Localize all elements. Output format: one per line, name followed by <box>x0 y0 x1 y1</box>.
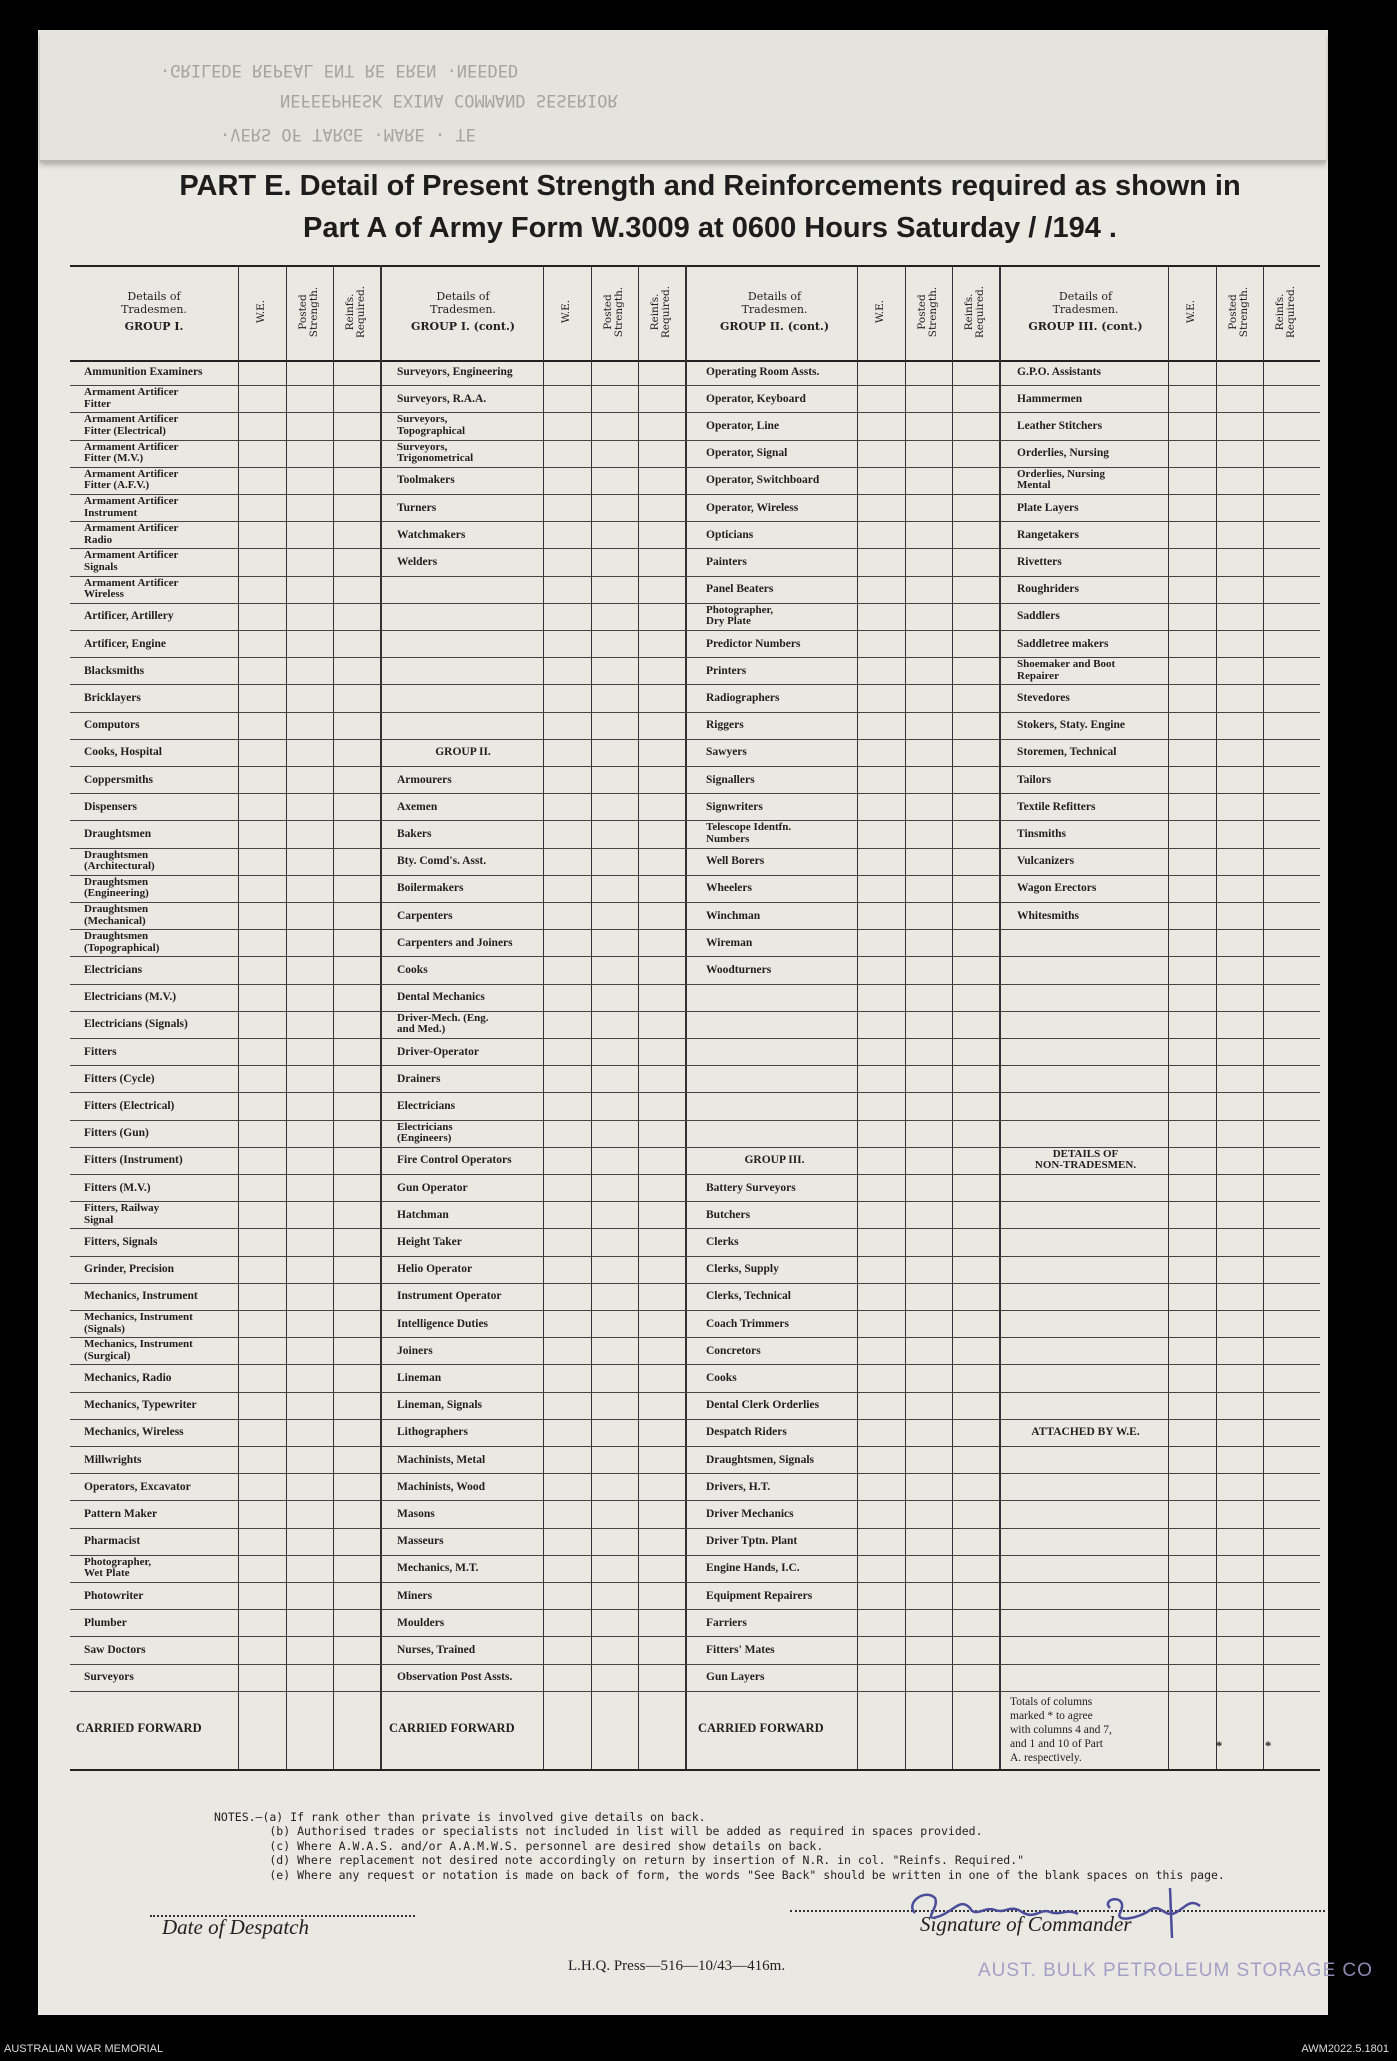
trade-entry: Fitters (Gun) <box>84 1127 149 1140</box>
trade-entry: Gun Operator <box>397 1181 468 1194</box>
trade-entry: Artificer, Artillery <box>84 610 174 623</box>
table-row <box>70 820 1320 848</box>
trade-entry: Ammunition Examiners <box>84 365 203 378</box>
table-row <box>70 521 1320 549</box>
trade-entry: Mechanics, M.T. <box>397 1562 479 1575</box>
trade-entry: Predictor Numbers <box>706 637 801 650</box>
trade-entry: Fitters, Signals <box>84 1235 158 1248</box>
trade-entry: Farriers <box>706 1616 747 1629</box>
trade-entry: Stokers, Staty. Engine <box>1017 719 1125 732</box>
trade-entry: Fitters (Cycle) <box>84 1072 155 1085</box>
trade-entry: Turners <box>397 501 437 514</box>
trade-entry: Tailors <box>1017 773 1052 786</box>
table-row <box>70 1446 1320 1474</box>
commander-signature <box>900 1868 1280 1958</box>
header-reinfs: Reinfs. Required. <box>963 285 987 338</box>
trade-entry: Riggers <box>706 719 744 732</box>
trade-entry: Electricians <box>397 1099 456 1112</box>
table-row <box>70 1664 1320 1692</box>
header-we: W.E. <box>1185 299 1198 324</box>
trade-entry: Saddletree makers <box>1017 637 1109 650</box>
trade-entry: Mechanics, Typewriter <box>84 1399 197 1412</box>
trade-entry: Sawyers <box>706 746 747 759</box>
table-row <box>70 1473 1320 1501</box>
table-row <box>70 984 1320 1012</box>
carried-forward-label: CARRIED FORWARD <box>389 1720 515 1735</box>
header-reinfs: Reinfs. Required. <box>1274 285 1298 338</box>
trade-entry: Panel Beaters <box>706 583 774 596</box>
trade-entry: Clerks, Technical <box>706 1290 791 1303</box>
table-row <box>70 548 1320 576</box>
ghost-text-1: ·GRILEDE REPEAL ENT RE EREN ·NEEDED <box>160 60 519 80</box>
trade-entry: Woodturners <box>706 963 772 976</box>
table-row <box>70 1174 1320 1202</box>
trade-entry: Engine Hands, I.C. <box>706 1562 800 1575</box>
carried-forward-row <box>70 1691 1320 1771</box>
trade-entry: Drivers, H.T. <box>706 1480 771 1493</box>
trade-entry: Driver Mechanics <box>706 1507 794 1520</box>
table-row <box>70 1092 1320 1120</box>
trade-entry: Watchmakers <box>397 528 466 541</box>
header-posted: Posted Strength. <box>916 286 940 337</box>
table-row <box>70 576 1320 604</box>
trade-entry: Toolmakers <box>397 474 455 487</box>
trade-entry: Rangetakers <box>1017 528 1079 541</box>
table-row <box>70 657 1320 685</box>
table-row <box>70 902 1320 930</box>
table-row <box>70 1283 1320 1311</box>
carried-forward-label: CARRIED FORWARD <box>698 1720 824 1735</box>
trade-entry: Hammermen <box>1017 392 1083 405</box>
header-posted: Posted Strength. <box>297 286 321 337</box>
trade-entry: Millwrights <box>84 1453 142 1466</box>
trade-entry: Lithographers <box>397 1426 468 1439</box>
header-posted: Posted Strength. <box>1227 286 1251 337</box>
title-line-2: Part A of Army Form W.3009 at 0600 Hours Saturday / /194 . <box>303 212 1117 244</box>
form-title <box>150 165 1270 249</box>
trade-entry: Electricians (Engineers) <box>397 1120 453 1145</box>
trade-entry: Photowriter <box>84 1589 144 1602</box>
trade-entry: Artificer, Engine <box>84 637 166 650</box>
table-row <box>70 1120 1320 1148</box>
trade-entry: Operator, Keyboard <box>706 392 806 405</box>
trade-entry: Leather Stitchers <box>1017 419 1103 432</box>
trade-entry: GROUP III. <box>744 1154 805 1167</box>
trade-entry: Photographer, Wet Plate <box>84 1555 152 1580</box>
date-of-despatch-label: Date of Despatch <box>162 1915 309 1939</box>
tradesmen-table <box>70 265 1320 1771</box>
trade-entry: Draughtsmen (Architectural) <box>84 848 155 873</box>
group-header-g3c: Details of Tradesmen. GROUP III. (cont.) <box>1028 290 1143 333</box>
table-row <box>70 1555 1320 1583</box>
unit-stamp: AUST. BULK PETROLEUM STORAGE CO <box>978 1960 1373 1981</box>
trade-entry: Masons <box>397 1507 435 1520</box>
trade-entry: Driver-Operator <box>397 1045 479 1058</box>
trade-entry: Machinists, Wood <box>397 1480 485 1493</box>
trade-entry: Fire Control Operators <box>397 1154 512 1167</box>
trade-entry: Cooks <box>706 1371 737 1384</box>
trade-entry: Armament Artificer Signals <box>84 549 179 573</box>
trade-entry: Bty. Comd's. Asst. <box>397 855 487 868</box>
trade-entry: Fitters (M.V.) <box>84 1181 151 1194</box>
trade-entry: Whitesmiths <box>1017 909 1079 922</box>
trade-entry: Miners <box>397 1589 433 1602</box>
table-row <box>70 412 1320 440</box>
trade-entry: Draughtsmen, Signals <box>706 1453 814 1466</box>
table-row <box>70 494 1320 522</box>
table-row <box>70 1147 1320 1175</box>
trade-entry: Carpenters and Joiners <box>397 936 513 949</box>
trade-entry: Signwriters <box>706 800 763 813</box>
trade-entry: Storemen, Technical <box>1017 746 1117 759</box>
trade-entry: Dispensers <box>84 800 138 813</box>
footer-accession: AWM2022.5.1801 <box>1301 2043 1389 2055</box>
totals-note: Totals of columns marked * to agree with columns 4 and 7, and 1 and 10 of Part A. respectively. <box>1010 1695 1112 1764</box>
table-row <box>70 440 1320 468</box>
trade-entry: Blacksmiths <box>84 664 145 677</box>
trade-entry: Pattern Maker <box>84 1507 158 1520</box>
trade-entry: Carpenters <box>397 909 453 922</box>
trade-entry: Armament Artificer Fitter (A.F.V.) <box>84 467 179 492</box>
table-row <box>70 1201 1320 1229</box>
trade-entry: Surveyors, Trigonometrical <box>397 440 474 465</box>
table-row <box>70 1528 1320 1556</box>
trade-entry: Photographer, Dry Plate <box>706 603 774 628</box>
table-row <box>70 385 1320 413</box>
group-header-g1c: Details of Tradesmen. GROUP I. (cont.) <box>411 290 515 333</box>
trade-entry: Concretors <box>706 1344 761 1357</box>
header-we: W.E. <box>255 299 268 324</box>
table-row <box>70 929 1320 957</box>
table-row <box>70 739 1320 767</box>
trade-entry: Gun Layers <box>706 1671 765 1684</box>
table-row <box>70 1364 1320 1392</box>
trade-entry: Bricklayers <box>84 691 141 704</box>
trade-entry: Well Borers <box>706 855 765 868</box>
trade-entry: Painters <box>706 555 747 568</box>
trade-entry: Masseurs <box>397 1535 444 1548</box>
footer-source: AUSTRALIAN WAR MEMORIAL <box>4 2043 164 2055</box>
table-row <box>70 848 1320 876</box>
header-we: W.E. <box>560 299 573 324</box>
trade-entry: Signallers <box>706 773 755 786</box>
trade-entry: Wireman <box>706 936 753 949</box>
table-row <box>70 1011 1320 1039</box>
table-row <box>70 358 1320 386</box>
trade-entry: Operator, Signal <box>706 447 788 460</box>
trade-entry: Orderlies, Nursing Mental <box>1017 467 1105 492</box>
trade-entry: Nurses, Trained <box>397 1643 476 1656</box>
trade-entry: Saw Doctors <box>84 1643 146 1656</box>
trade-entry: Mechanics, Instrument <box>84 1290 198 1303</box>
trade-entry: Height Taker <box>397 1235 462 1248</box>
table-row <box>70 1256 1320 1284</box>
trade-entry: Rivetters <box>1017 555 1062 568</box>
trade-entry: Bakers <box>397 827 432 840</box>
table-row <box>70 766 1320 794</box>
trade-entry: Welders <box>397 555 438 568</box>
trade-entry: Surveyors, Engineering <box>397 365 513 378</box>
trade-entry: Clerks <box>706 1235 739 1248</box>
table-row <box>70 1419 1320 1447</box>
signature-of-commander-label: Signature of Commander <box>920 1912 1132 1936</box>
trade-entry: Axemen <box>397 800 438 813</box>
trade-entry: Electricians <box>84 963 143 976</box>
trade-entry: Stevedores <box>1017 691 1070 704</box>
carried-forward-label: CARRIED FORWARD <box>76 1720 202 1735</box>
trade-entry: Mechanics, Wireless <box>84 1426 184 1439</box>
trade-entry: Computors <box>84 719 140 732</box>
trade-entry: Surveyors, R.A.A. <box>397 392 487 405</box>
trade-entry: Coach Trimmers <box>706 1317 789 1330</box>
trade-entry: Draughtsmen <box>84 827 152 840</box>
trade-entry: Armourers <box>397 773 452 786</box>
group-header-g1: Details of Tradesmen. GROUP I. <box>121 290 187 333</box>
trade-entry: ATTACHED BY W.E. <box>1031 1426 1140 1439</box>
trade-entry: Shoemaker and Boot Repairer <box>1017 658 1116 682</box>
trade-entry: Armament Artificer Fitter (Electrical) <box>84 413 179 437</box>
table-row <box>70 712 1320 740</box>
table-row <box>70 1065 1320 1093</box>
trade-entry: Lineman <box>397 1371 442 1384</box>
trade-entry: Armament Artificer Instrument <box>84 495 179 519</box>
table-row <box>70 875 1320 903</box>
table-row <box>70 956 1320 984</box>
trade-entry: Saddlers <box>1017 610 1060 623</box>
trade-entry: Armament Artificer Fitter (M.V.) <box>84 440 179 465</box>
trade-entry: Driver-Mech. (Eng. and Med.) <box>397 1011 489 1036</box>
trade-entry: Telescope Identfn. Numbers <box>706 821 792 845</box>
trade-entry: Despatch Riders <box>706 1426 787 1439</box>
table-row <box>70 603 1320 631</box>
trade-entry: Surveyors <box>84 1671 134 1684</box>
trade-entry: Fitters, Railway Signal <box>84 1202 160 1226</box>
trade-entry: Roughriders <box>1017 583 1079 596</box>
trade-entry: Clerks, Supply <box>706 1263 779 1276</box>
table-row <box>70 1337 1320 1365</box>
trade-entry: Boilermakers <box>397 882 464 895</box>
trade-entry: Fitters (Electrical) <box>84 1099 175 1112</box>
table-row <box>70 630 1320 658</box>
trade-entry: Cooks <box>397 963 428 976</box>
trade-entry: Operator, Switchboard <box>706 474 820 487</box>
trade-entry: Equipment Repairers <box>706 1589 813 1602</box>
title-line-1: PART E. Detail of Present Strength and Reinforcements required as shown in <box>179 170 1241 202</box>
trade-entry: Battery Surveyors <box>706 1181 796 1194</box>
header-posted: Posted Strength. <box>602 286 626 337</box>
folded-flap <box>40 32 1326 162</box>
trade-entry: Plumber <box>84 1616 127 1629</box>
table-row <box>70 1310 1320 1338</box>
trade-entry: Wagon Erectors <box>1017 882 1097 895</box>
trade-entry: Fitters <box>84 1045 117 1058</box>
trade-entry: Machinists, Metal <box>397 1453 486 1466</box>
header-reinfs: Reinfs. Required. <box>649 285 673 338</box>
trade-entry: Dental Mechanics <box>397 991 485 1004</box>
total-asterisk: * <box>1216 1738 1223 1753</box>
trade-entry: Mechanics, Instrument (Surgical) <box>84 1338 193 1362</box>
trade-entry: Plate Layers <box>1017 501 1079 514</box>
trade-entry: GROUP II. <box>435 746 491 759</box>
table-row <box>70 793 1320 821</box>
ghost-text-3: ·VERS OF TARGE ·MARE · TE <box>220 124 476 144</box>
table-row <box>70 1609 1320 1637</box>
trade-entry: Electricians (M.V.) <box>84 991 177 1004</box>
trade-entry: Cooks, Hospital <box>84 746 162 759</box>
trade-entry: Printers <box>706 664 747 677</box>
trade-entry: Draughtsmen (Topographical) <box>84 930 160 954</box>
table-row <box>70 1500 1320 1528</box>
trade-entry: Intelligence Duties <box>397 1317 489 1330</box>
ghost-text-2: NEFEEPHESK EXINA COMMAND SESERIOR <box>280 90 618 110</box>
header-reinfs: Reinfs. Required. <box>344 285 368 338</box>
trade-entry: G.P.O. Assistants <box>1017 365 1101 378</box>
trade-entry: Operator, Line <box>706 419 780 432</box>
trade-entry: Dental Clerk Orderlies <box>706 1399 820 1412</box>
trade-entry: Coppersmiths <box>84 773 154 786</box>
trade-entry: Joiners <box>397 1344 433 1357</box>
trade-entry: Butchers <box>706 1208 751 1221</box>
trade-entry: Lineman, Signals <box>397 1399 482 1412</box>
trade-entry: Hatchman <box>397 1208 449 1221</box>
trade-entry: Pharmacist <box>84 1535 141 1548</box>
trade-entry: Armament Artificer Wireless <box>84 576 179 601</box>
trade-entry: Armament Artificer Radio <box>84 522 179 546</box>
trade-entry: Drainers <box>397 1072 441 1085</box>
trade-entry: Radiographers <box>706 691 780 704</box>
table-row <box>70 1636 1320 1664</box>
trade-entry: Operating Room Assts. <box>706 365 820 378</box>
table-row <box>70 1392 1320 1420</box>
trade-entry: Operator, Wireless <box>706 501 799 514</box>
notes-block: NOTES.—(a) If rank other than private is involved give details on back. (b) Authorised trades or specialists not included in list will be added as required in spaces provided. (c) Where A.W.A.S. and/or A.A.M.W.S. personnel are desired show details on back. (d) Where replacement not desired note accordingly on return by insertion of N.R. in col. "Reinfs. Required." (e) Where any request or notation is made on back of form, the words "See Back" should be written in one of the blank spaces on this page. <box>214 1809 1225 1882</box>
trade-entry: Mechanics, Radio <box>84 1371 172 1384</box>
table-row <box>70 1038 1320 1066</box>
trade-entry: Fitters' Mates <box>706 1643 775 1656</box>
header-we: W.E. <box>874 299 887 324</box>
table-row <box>70 684 1320 712</box>
group-header-g2c: Details of Tradesmen. GROUP II. (cont.) <box>719 290 830 333</box>
trade-entry: Observation Post Assts. <box>397 1671 513 1684</box>
printer-imprint: L.H.Q. Press—516—10/43—416m. <box>568 1958 786 1974</box>
trade-entry: Instrument Operator <box>397 1290 502 1303</box>
trade-entry: Tinsmiths <box>1017 827 1067 840</box>
trade-entry: Wheelers <box>706 882 752 895</box>
table-row <box>70 467 1320 495</box>
trade-entry: Opticians <box>706 528 754 541</box>
trade-entry: DETAILS OF NON-TRADESMEN. <box>1034 1147 1137 1172</box>
trade-entry: Textile Refitters <box>1017 800 1096 813</box>
trade-entry: Mechanics, Instrument (Signals) <box>84 1311 193 1335</box>
trade-entry: Draughtsmen (Engineering) <box>84 875 149 900</box>
trade-entry: Armament Artificer Fitter <box>84 386 179 410</box>
table-row <box>70 1582 1320 1610</box>
trade-entry: Surveyors, Topographical <box>397 413 466 437</box>
trade-entry: Orderlies, Nursing <box>1017 447 1109 460</box>
trade-entry: Helio Operator <box>397 1263 473 1276</box>
trade-entry: Grinder, Precision <box>84 1263 175 1276</box>
trade-entry: Electricians (Signals) <box>84 1018 188 1031</box>
trade-entry: Moulders <box>397 1616 445 1629</box>
table-row <box>70 1228 1320 1256</box>
trade-entry: Operators, Excavator <box>84 1480 191 1493</box>
trade-entry: Winchman <box>706 909 761 922</box>
total-asterisk: * <box>1265 1738 1272 1753</box>
trade-entry: Draughtsmen (Mechanical) <box>84 903 149 927</box>
trade-entry: Fitters (Instrument) <box>84 1154 183 1167</box>
trade-entry: Vulcanizers <box>1017 855 1075 868</box>
trade-entry: Driver Tptn. Plant <box>706 1535 798 1548</box>
